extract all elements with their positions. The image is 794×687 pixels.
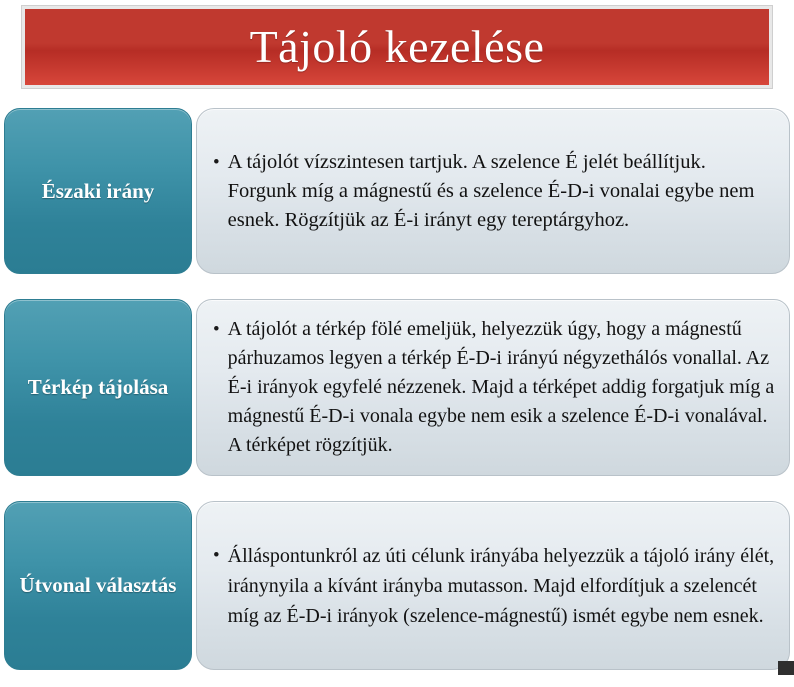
row-label-text: Északi irány (41, 178, 155, 203)
row-content-utvonal-valasztas (196, 501, 790, 670)
bullet-icon: • (213, 151, 220, 173)
row-label-text: Térkép tájolása (27, 375, 169, 400)
row-label-utvonal-valasztas[interactable] (4, 501, 192, 670)
row-content-terkep-tajolasa (196, 299, 790, 476)
bullet-item (197, 142, 789, 241)
corner-marker (778, 661, 794, 675)
row-content-text: A tájolót a térkép fölé emeljük, helyezzük úgy, hogy a mágnestű párhuzamos legyen a térkép É-D-i irányú négyzethálós vonallal. Az É-i irányok egyfelé nézzenek. Majd a térképet addig forgatjuk míg a mágnestű É-D-i vonala egybe nem esik a szelence É-D-i vonalával. A térképet rögzítjük. (227, 318, 775, 456)
row-content-text: A tájolót vízszintesen tartjuk. A szelence É jelét beállítjuk. Forgunk míg a mágnestű és a szelence É-D-i vonalai egybe nem esnek. Rögzítjük az É-i irányt egy tereptárgyhoz. (227, 150, 755, 231)
bullet-item (197, 535, 789, 637)
content-row (0, 493, 794, 678)
content-rows (0, 100, 794, 687)
row-label-text: Útvonal választás (19, 573, 177, 598)
bullet-icon: • (213, 319, 220, 340)
row-content-eszaki-irany (196, 108, 790, 274)
content-row (0, 291, 794, 484)
slide-title-banner (22, 6, 772, 88)
content-row (0, 100, 794, 282)
bullet-item (197, 309, 789, 466)
row-content-text: Álláspontunkról az úti célunk irányába helyezzük a tájoló irány élét, iránynyila a kívánt irányba mutasson. Majd elfordítjuk a szelencét míg az É-D-i irányok (szelence-mágnestű) ismét egybe nem esnek. (227, 544, 775, 627)
bullet-icon: • (213, 544, 220, 566)
row-label-eszaki-irany[interactable] (4, 108, 192, 274)
page-title: Tájoló kezelése (249, 21, 545, 72)
row-label-terkep-tajolasa[interactable] (4, 299, 192, 476)
